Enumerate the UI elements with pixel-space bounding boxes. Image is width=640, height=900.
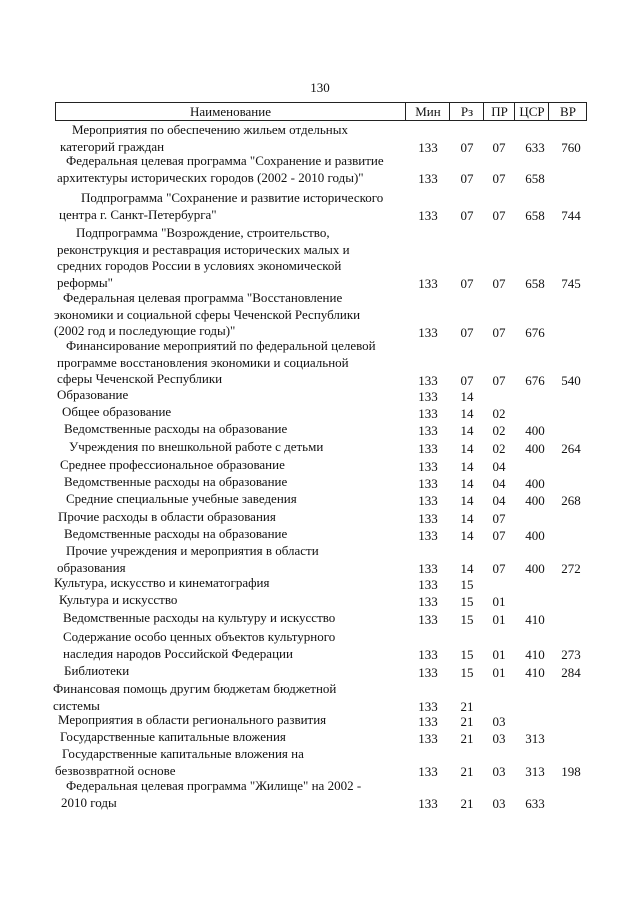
row-name-line: Библиотеки — [64, 663, 130, 678]
table-row — [0, 122, 640, 155]
table-row — [0, 509, 640, 526]
cell-min: 133 — [418, 713, 438, 729]
cell-rz: 21 — [460, 764, 474, 779]
row-name-line: центра г. Санкт-Петербурга" — [59, 206, 217, 222]
table-row — [0, 629, 640, 662]
cell-min: 133 — [418, 699, 438, 714]
cell-csr: 633 — [525, 796, 545, 811]
table-row — [0, 404, 640, 421]
cell-min: 133 — [418, 372, 438, 388]
row-name-line: Содержание особо ценных объектов культурного — [63, 629, 336, 644]
cell-vr: 273 — [561, 647, 581, 662]
cell-csr: 400 — [525, 492, 545, 508]
row-name-line: безвозвратной основе — [55, 762, 176, 778]
cell-pr: 07 — [492, 510, 506, 526]
cell-rz: 15 — [460, 576, 474, 592]
cell-min: 133 — [418, 764, 438, 779]
table-row — [0, 153, 640, 186]
header-vr: ВР — [548, 103, 587, 120]
row-name-line: Федеральная целевая программа "Жилище" на 2002 - — [66, 778, 362, 793]
cell-rz: 21 — [460, 730, 474, 746]
cell-min: 133 — [418, 324, 438, 340]
cell-min: 133 — [418, 440, 438, 456]
table-row — [0, 610, 640, 627]
row-name-line: Культура, искусство и кинематография — [54, 575, 270, 590]
cell-vr: 540 — [561, 372, 581, 388]
cell-pr: 02 — [492, 422, 506, 438]
row-name-line: (2002 год и последующие годы)" — [54, 323, 236, 338]
row-name-line: Ведомственные расходы на образование — [64, 421, 288, 436]
cell-csr: 400 — [525, 475, 545, 491]
table-row — [0, 712, 640, 729]
cell-pr: 03 — [492, 796, 506, 811]
row-name-line: реконструкция и реставрация исторических малых и — [57, 241, 350, 257]
table-row — [0, 225, 640, 291]
cell-pr: 04 — [492, 475, 506, 491]
cell-min: 133 — [418, 208, 438, 223]
page-number: 130 — [310, 80, 330, 95]
row-name-line: реформы" — [57, 274, 113, 290]
cell-csr: 658 — [525, 171, 545, 186]
table-row — [0, 778, 640, 811]
cell-min: 133 — [418, 730, 438, 746]
cell-rz: 07 — [460, 372, 474, 388]
table-row — [0, 421, 640, 438]
table-row — [0, 681, 640, 714]
cell-rz: 15 — [460, 664, 474, 680]
row-name-line: Ведомственные расходы на образование — [64, 526, 288, 541]
cell-pr: 01 — [492, 611, 506, 627]
row-name-line: архитектуры исторических городов (2002 - 2010 годы)" — [57, 169, 364, 185]
cell-min: 133 — [418, 171, 438, 186]
cell-rz: 14 — [460, 405, 474, 421]
cell-csr: 676 — [525, 324, 545, 340]
cell-min: 133 — [418, 576, 438, 592]
row-name-line: Прочие расходы в области образования — [58, 509, 276, 524]
table-row — [0, 543, 640, 576]
cell-pr: 01 — [492, 593, 506, 609]
cell-csr: 676 — [525, 372, 545, 388]
row-name-line: Мероприятия в области регионального развития — [58, 712, 327, 727]
row-name-line: Учреждения по внешкольной работе с детьми — [69, 439, 324, 454]
cell-rz: 07 — [460, 208, 474, 223]
cell-rz: 14 — [460, 475, 474, 491]
row-name-line: системы — [53, 697, 100, 713]
row-name-line: категорий граждан — [60, 138, 165, 154]
row-name-line: Общее образование — [62, 404, 172, 419]
cell-min: 133 — [418, 611, 438, 627]
cell-vr: 284 — [561, 664, 581, 680]
row-name-line: Государственные капитальные вложения — [60, 729, 286, 744]
cell-pr: 02 — [492, 440, 506, 456]
row-name-line: Прочие учреждения и мероприятия в области — [66, 543, 319, 558]
cell-rz: 14 — [460, 440, 474, 456]
cell-rz: 07 — [460, 171, 474, 186]
cell-vr: 744 — [561, 208, 581, 223]
cell-min: 133 — [418, 796, 438, 811]
table-row — [0, 746, 640, 779]
cell-pr: 01 — [492, 664, 506, 680]
cell-csr: 313 — [525, 764, 545, 779]
row-name-line: Образование — [57, 387, 129, 402]
cell-rz: 14 — [460, 527, 474, 543]
cell-min: 133 — [418, 276, 438, 291]
cell-vr: 268 — [561, 492, 581, 508]
table-row — [0, 474, 640, 491]
row-name-line: образования — [57, 559, 126, 575]
cell-min: 133 — [418, 593, 438, 609]
cell-rz: 15 — [460, 647, 474, 662]
header-rz: Рз — [449, 103, 484, 120]
cell-pr: 04 — [492, 492, 506, 508]
cell-rz: 07 — [460, 276, 474, 291]
cell-min: 133 — [418, 140, 438, 155]
header-csr: ЦСР — [514, 103, 549, 120]
table-row — [0, 575, 640, 592]
cell-min: 133 — [418, 510, 438, 526]
row-name-line: Федеральная целевая программа "Сохранение и развитие — [66, 153, 384, 168]
table-row — [0, 457, 640, 474]
row-name-line: Мероприятия по обеспечению жильем отдельных — [72, 122, 348, 137]
row-name-line: наследия народов Российской Федерации — [63, 645, 293, 661]
cell-rz: 14 — [460, 388, 474, 404]
cell-rz: 21 — [460, 699, 474, 714]
cell-csr: 400 — [525, 440, 545, 456]
cell-min: 133 — [418, 405, 438, 421]
cell-rz: 07 — [460, 140, 474, 155]
table-row — [0, 290, 640, 340]
cell-min: 133 — [418, 664, 438, 680]
row-name-line: Подпрограмма "Сохранение и развитие исторического — [81, 190, 384, 205]
cell-min: 133 — [418, 475, 438, 491]
cell-vr: 745 — [561, 276, 581, 291]
cell-pr: 03 — [492, 713, 506, 729]
table-row — [0, 338, 640, 388]
row-name-line: программе восстановления экономики и социальной — [57, 354, 349, 370]
row-name-line: Государственные капитальные вложения на — [62, 746, 304, 761]
cell-rz: 15 — [460, 611, 474, 627]
table-row — [0, 526, 640, 543]
table-row — [0, 190, 640, 223]
cell-rz: 14 — [460, 422, 474, 438]
cell-csr: 410 — [525, 611, 545, 627]
cell-pr: 07 — [492, 276, 506, 291]
cell-min: 133 — [418, 647, 438, 662]
row-name-line: Финансирование мероприятий по федеральной целевой — [66, 338, 376, 353]
cell-rz: 14 — [460, 492, 474, 508]
header-pr: ПР — [483, 103, 515, 120]
cell-vr: 760 — [561, 140, 581, 155]
cell-pr: 01 — [492, 647, 506, 662]
table-row — [0, 491, 640, 508]
cell-csr: 658 — [525, 276, 545, 291]
table-row — [0, 439, 640, 456]
header-name: Наименование — [190, 104, 271, 119]
cell-pr: 07 — [492, 140, 506, 155]
cell-pr: 03 — [492, 764, 506, 779]
row-name-line: Ведомственные расходы на образование — [64, 474, 288, 489]
cell-csr: 400 — [525, 561, 545, 576]
cell-pr: 07 — [492, 171, 506, 186]
cell-vr: 264 — [561, 440, 581, 456]
cell-rz: 21 — [460, 796, 474, 811]
cell-vr: 198 — [561, 764, 581, 779]
table-header — [55, 102, 587, 121]
cell-min: 133 — [418, 561, 438, 576]
row-name-line: средних городов России в условиях экономической — [57, 258, 342, 273]
row-name-line: сферы Чеченской Республики — [57, 371, 223, 386]
cell-csr: 633 — [525, 140, 545, 155]
cell-pr: 07 — [492, 208, 506, 223]
cell-pr: 07 — [492, 324, 506, 340]
cell-rz: 14 — [460, 510, 474, 526]
cell-pr: 02 — [492, 405, 506, 421]
row-name-line: Средние специальные учебные заведения — [66, 491, 297, 506]
table-row — [0, 663, 640, 680]
cell-csr: 313 — [525, 730, 545, 746]
row-name-line: Среднее профессиональное образование — [60, 457, 285, 472]
cell-rz: 07 — [460, 324, 474, 340]
cell-min: 133 — [418, 422, 438, 438]
row-name-line: экономики и социальной сферы Чеченской Республики — [54, 306, 361, 322]
cell-pr: 07 — [492, 527, 506, 543]
table-row — [0, 387, 640, 404]
cell-csr: 400 — [525, 422, 545, 438]
row-name-line: Финансовая помощь другим бюджетам бюджетной — [53, 681, 337, 696]
cell-pr: 07 — [492, 561, 506, 576]
cell-pr: 07 — [492, 372, 506, 388]
cell-rz: 14 — [460, 458, 474, 474]
row-name-line: 2010 годы — [61, 794, 117, 810]
row-name-line: Культура и искусство — [59, 592, 178, 607]
table-row — [0, 592, 640, 609]
cell-rz: 21 — [460, 713, 474, 729]
cell-min: 133 — [418, 492, 438, 508]
cell-rz: 14 — [460, 561, 474, 576]
row-name-line: Подпрограмма "Возрождение, строительство, — [76, 225, 330, 240]
cell-pr: 04 — [492, 458, 506, 474]
cell-csr: 410 — [525, 664, 545, 680]
cell-rz: 15 — [460, 593, 474, 609]
cell-pr: 03 — [492, 730, 506, 746]
cell-csr: 410 — [525, 647, 545, 662]
cell-csr: 658 — [525, 208, 545, 223]
cell-csr: 400 — [525, 527, 545, 543]
header-min: Мин — [405, 103, 450, 120]
cell-min: 133 — [418, 458, 438, 474]
row-name-line: Федеральная целевая программа "Восстановление — [63, 290, 343, 305]
row-name-line: Ведомственные расходы на культуру и искусство — [63, 610, 336, 625]
table-row — [0, 729, 640, 746]
cell-min: 133 — [418, 388, 438, 404]
cell-min: 133 — [418, 527, 438, 543]
cell-vr: 272 — [561, 561, 581, 576]
